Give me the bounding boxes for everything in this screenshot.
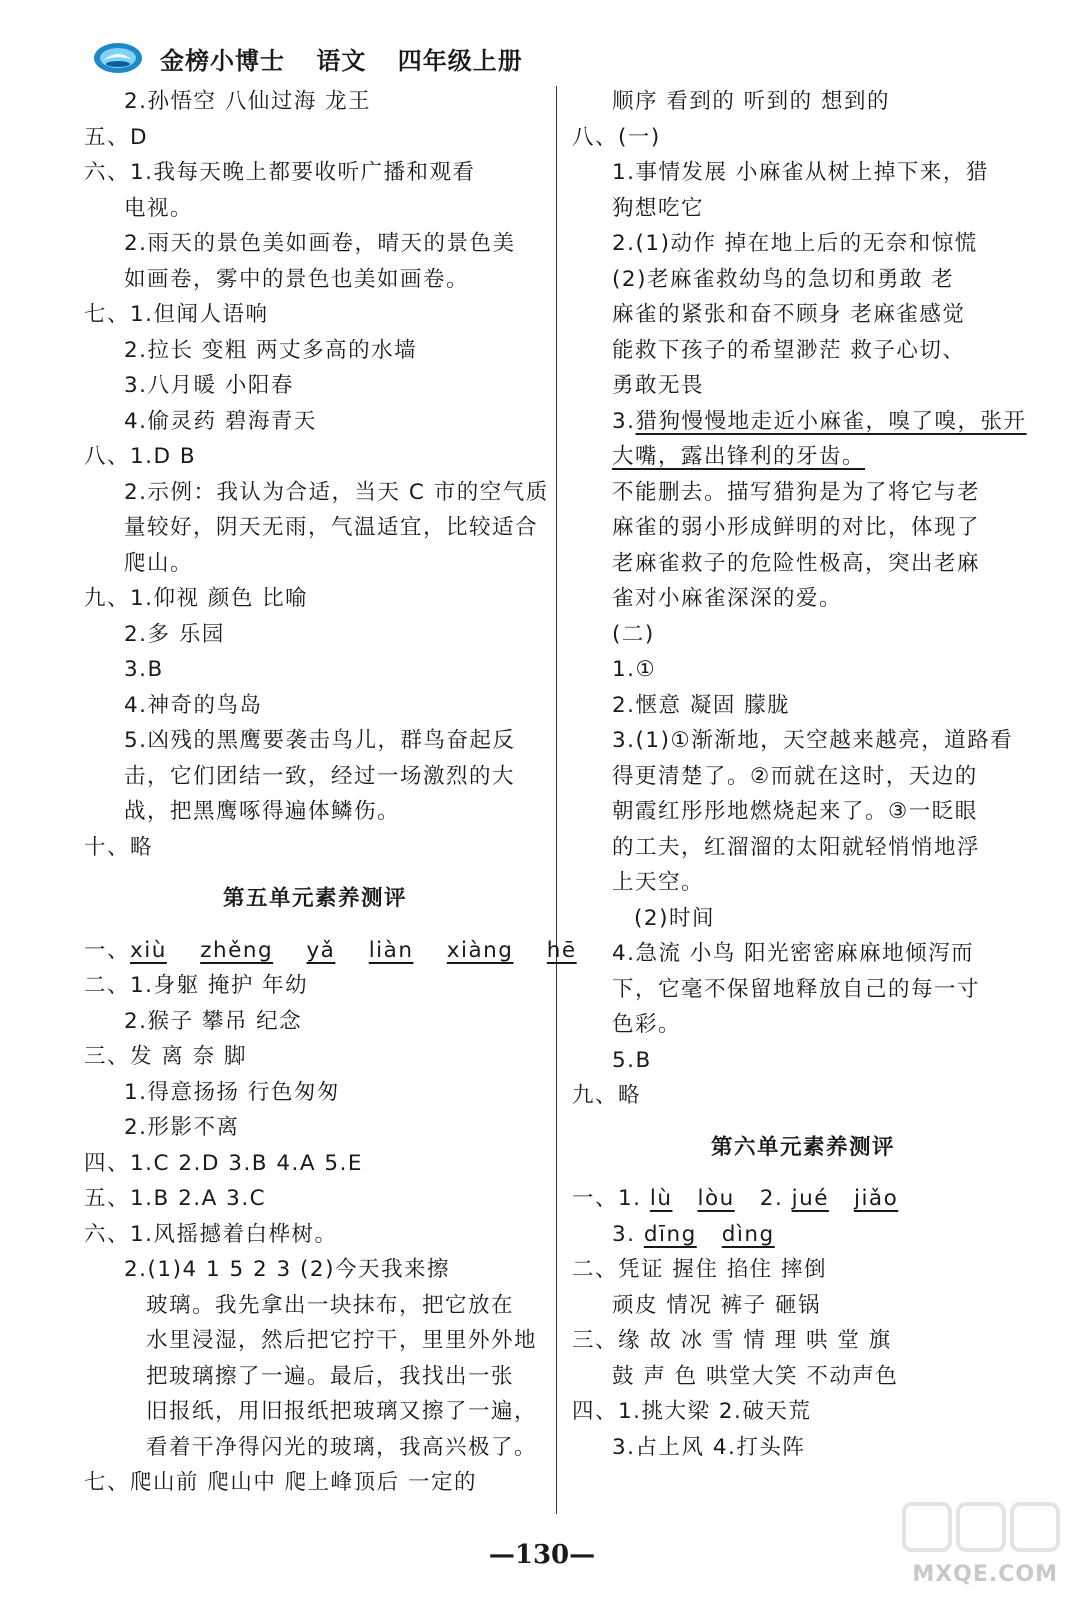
answer-line: 麻雀的紧张和奋不顾身 老麻雀感觉 <box>612 302 966 327</box>
pinyin-answer: yǎ <box>306 937 336 963</box>
answer-line: 1.得意扬扬 行色匆匆 <box>124 1079 340 1105</box>
answer-line: (2)老麻雀救幼鸟的急切和勇敢 老 <box>612 266 955 292</box>
answer-line: 3.(1)①渐渐地，天空越来越亮，道路看 <box>612 728 1014 753</box>
subject-title: 语文 <box>316 46 367 75</box>
answer-line: 八、(一) <box>572 124 661 150</box>
answer-line: 三、缘 故 冰 雪 情 理 哄 堂 旗 <box>572 1328 892 1353</box>
item-number: 3. <box>612 1221 636 1247</box>
answer-line: 2.孙悟空 八仙过海 龙王 <box>124 89 372 114</box>
answer-line: 战，把黑鹰啄得遍体鳞伤。 <box>124 799 401 824</box>
answer-line: 五、D <box>84 124 149 150</box>
answer-line: 水里浸湿，然后把它拧干，里里外外地 <box>146 1328 538 1353</box>
answer-line: 2.猴子 攀吊 纪念 <box>124 1008 303 1034</box>
answer-line: 击，它们团结一致，经过一场激烈的大 <box>124 763 516 789</box>
answer-line: 二、凭证 握住 掐住 摔倒 <box>572 1257 828 1282</box>
answer-line: 2.示例：我认为合适，当天 C 市的空气质 <box>124 479 549 505</box>
page-number: —130— <box>488 1540 596 1570</box>
answer-line: 旧报纸，用旧报纸把玻璃又擦了一遍， <box>146 1399 538 1424</box>
answer-line: 八、1.D B <box>84 444 197 469</box>
answer-line: 上天空。 <box>612 870 705 895</box>
answer-line: 下，它毫不保留地释放自己的每一寸 <box>612 976 981 1002</box>
answer-line: 不能删去。描写猎狗是为了将它与老 <box>612 479 981 505</box>
pinyin-line <box>572 1181 1034 1217</box>
answer-line: 十、略 <box>84 834 154 860</box>
pinyin-answer: lòu <box>697 1186 735 1211</box>
watermark-text: MXQE.COM <box>912 1562 1058 1587</box>
answer-line: 能救下孩子的希望渺茫 救子心切、 <box>612 337 966 363</box>
pinyin-answer: jiǎo <box>853 1186 899 1211</box>
answer-line: 勇敢无畏 <box>612 373 705 398</box>
answer-line: 看着干净得闪光的玻璃，我高兴极了。 <box>146 1434 538 1460</box>
left-column <box>84 84 577 1501</box>
pinyin-answer: dìng <box>721 1221 775 1247</box>
answer-line: 4.急流 小鸟 阳光密密麻麻地倾泻而 <box>612 941 975 966</box>
answer-line: 三、发 离 奈 脚 <box>84 1044 248 1069</box>
answer-line: 如画卷，雾中的景色也美如画卷。 <box>124 266 470 292</box>
pinyin-answer: hē <box>546 937 577 963</box>
grade-title: 四年级上册 <box>397 46 523 75</box>
answer-line <box>572 439 1034 475</box>
answer-line: 5.凶残的黑鹰要袭击鸟儿，群鸟奋起反 <box>124 728 516 753</box>
pinyin-answer: lù <box>649 1186 673 1211</box>
answer-line: 2.多 乐园 <box>124 621 225 647</box>
answer-line: 1.事情发展 小麻雀从树上掉下来，猎 <box>612 160 989 185</box>
answer-line: 朝霞红彤彤地燃烧起来了。③一眨眼 <box>612 799 978 824</box>
answer-line: 四、1.挑大梁 2.破天荒 <box>572 1399 812 1424</box>
answer-line: 九、略 <box>572 1083 642 1108</box>
answer-line: 七、爬山前 爬山中 爬上峰顶后 一定的 <box>84 1470 478 1495</box>
item-number: 3. <box>612 408 636 434</box>
answer-line: (2)时间 <box>634 905 715 931</box>
right-column <box>572 84 1034 1465</box>
answer-line: 七、1.但闻人语响 <box>84 302 269 327</box>
section-title: 第五单元素养测评 <box>222 886 407 911</box>
answer-line: 2.惬意 凝固 朦胧 <box>612 692 791 718</box>
underlined-sentence: 猎狗慢慢地走近小麻雀，嗅了嗅，张开 <box>635 408 1027 434</box>
pinyin-answer: xiàng <box>446 937 514 963</box>
answer-line <box>572 404 1034 440</box>
answer-line: 2.(1)动作 掉在地上后的无奈和惊慌 <box>612 231 978 256</box>
answer-line: 3.八月暖 小阳春 <box>124 373 294 398</box>
item-prefix: 一、 <box>84 937 131 963</box>
answer-line: 六、1.我每天晚上都要收听广播和观看 <box>84 160 476 185</box>
answer-line: 2.拉长 变粗 两丈多高的水墙 <box>124 337 418 363</box>
column-divider <box>556 86 557 1514</box>
answer-line: 4.偷灵药 碧海青天 <box>124 408 317 434</box>
pinyin-answer: dīng <box>643 1221 697 1247</box>
series-title: 金榜小博士 <box>160 46 285 75</box>
answer-line: 鼓 声 色 哄堂大笑 不动声色 <box>612 1363 899 1389</box>
underlined-sentence: 大嘴，露出锋利的牙齿。 <box>612 444 866 469</box>
answer-line: 3.B <box>124 657 164 682</box>
answer-line: 五、1.B 2.A 3.C <box>84 1186 267 1211</box>
answer-line: 老麻雀救子的危险性极高，突出老麻 <box>612 550 981 576</box>
answer-line: 六、1.风摇撼着白桦树。 <box>84 1221 338 1247</box>
pinyin-answer: xiù <box>130 937 167 963</box>
answer-line: 把玻璃擦了一遍。最后，我找出一张 <box>146 1363 515 1389</box>
answer-line: 2.(1)4 1 5 2 3 (2)今天我来擦 <box>124 1257 450 1282</box>
answer-line: 5.B <box>612 1047 652 1073</box>
page-header <box>92 38 545 78</box>
answer-line: (二) <box>612 621 655 647</box>
answer-line: 顽皮 情况 裤子 砸锅 <box>612 1292 822 1318</box>
answer-line: 九、1.仰视 颜色 比喻 <box>84 586 309 611</box>
answer-line: 色彩。 <box>612 1012 682 1037</box>
answer-line: 麻雀的弱小形成鲜明的对比，体现了 <box>612 515 981 540</box>
section-title: 第六单元素养测评 <box>710 1134 895 1160</box>
pinyin-line <box>572 1217 1034 1253</box>
pinyin-line <box>84 933 577 969</box>
answer-line: 狗想吃它 <box>612 195 705 221</box>
answer-line: 3.占上风 4.打头阵 <box>612 1434 806 1460</box>
answer-line: 量较好，阴天无雨，气温适宜，比较适合 <box>124 515 539 540</box>
item-number: 2. <box>759 1186 784 1211</box>
answer-line: 2.形影不离 <box>124 1115 240 1140</box>
answer-line: 顺序 看到的 听到的 想到的 <box>612 89 891 114</box>
answer-line: 得更清楚了。②而就在这时，天边的 <box>612 763 978 789</box>
answer-line: 的工夫，红溜溜的太阳就轻悄悄地浮 <box>612 834 981 860</box>
answer-line: 玻璃。我先拿出一块抹布，把它放在 <box>146 1292 515 1318</box>
answer-line: 1.① <box>612 657 657 682</box>
item-prefix: 一、1. <box>572 1186 642 1211</box>
answer-line: 二、1.身躯 掩护 年幼 <box>84 973 309 998</box>
answer-line: 四、1.C 2.D 3.B 4.A 5.E <box>84 1150 364 1176</box>
pinyin-answer: zhěng <box>200 937 274 963</box>
answer-line: 雀对小麻雀深深的爱。 <box>612 586 843 611</box>
pinyin-answer: liàn <box>368 937 414 963</box>
answer-line: 4.神奇的鸟岛 <box>124 692 263 718</box>
answer-line: 电视。 <box>124 195 194 221</box>
answer-line: 爬山。 <box>124 550 194 576</box>
pinyin-answer: jué <box>791 1186 829 1211</box>
book-logo-icon <box>92 40 144 76</box>
answer-line: 2.雨天的景色美如画卷，晴天的景色美 <box>124 231 516 256</box>
